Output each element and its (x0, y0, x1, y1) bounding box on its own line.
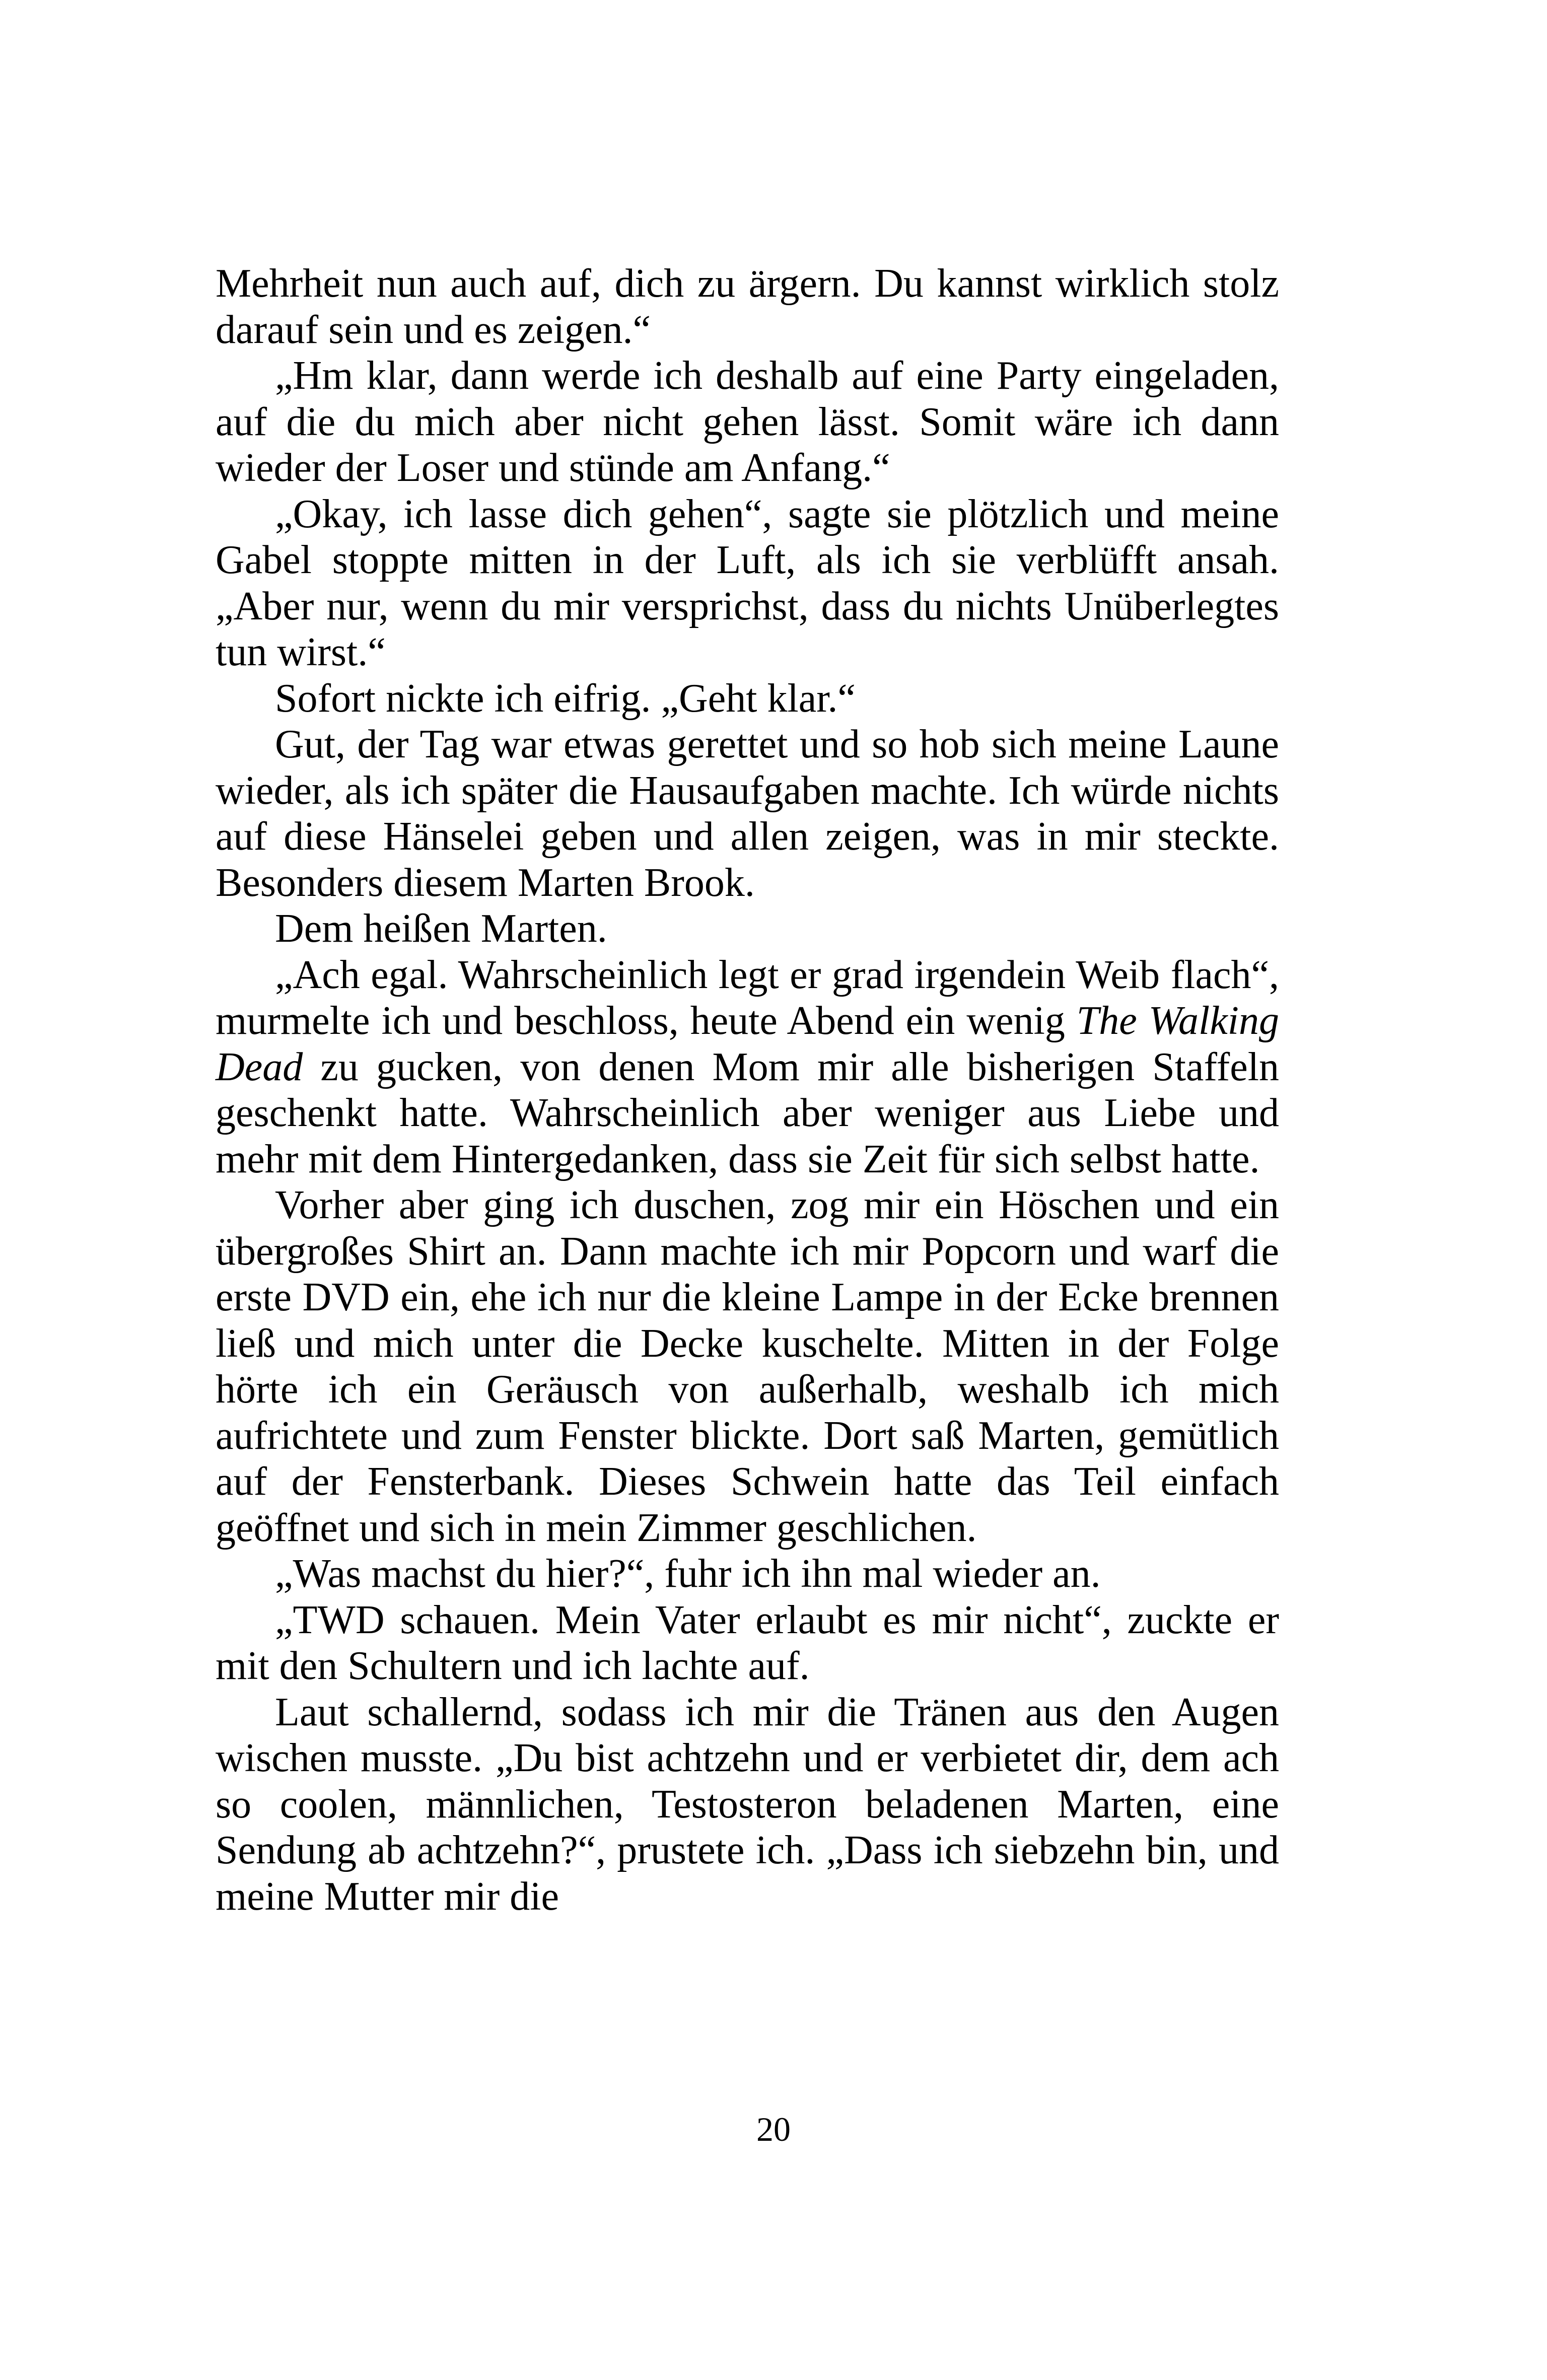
paragraph: „Hm klar, dann werde ich deshalb auf eine Party eingeladen, auf die du mich aber nicht gehen lässt. Somit wäre ich dann wieder der Loser und stünde am Anfang.“ (216, 354, 1279, 490)
paragraph: Vorher aber ging ich duschen, zog mir ein Höschen und ein übergroßes Shirt an. Dann machte ich mir Popcorn und warf die erste DVD ein, ehe ich nur die kleine Lampe in der Ecke brennen ließ und mich unter die Decke kuschelte. Mitten in der Folge hörte ich ein Geräusch von außerhalb, weshalb ich mich aufrichtete und zum Fenster blickte. Dort saß Marten, gemütlich auf der Fensterbank. Dieses Schwein hatte das Teil einfach geöffnet und sich in mein Zimmer geschlichen. (216, 1183, 1279, 1550)
paragraph: Laut schallernd, sodass ich mir die Tränen aus den Augen wischen musste. „Du bist achtzehn und er verbietet dir, dem ach so coolen, männlichen, Testosteron beladenen Marten, eine Sendung ab achtzehn?“, prustete ich. „Dass ich siebzehn bin, und meine Mutter mir die (216, 1690, 1279, 1919)
paragraph: Mehrheit nun auch auf, dich zu ärgern. Du kannst wirklich stolz darauf sein und es zeigen.“ (216, 261, 1279, 352)
paragraph: „TWD schauen. Mein Vater erlaubt es mir nicht“, zuckte er mit den Schultern und ich lachte auf. (216, 1597, 1279, 1688)
paragraph: Dem heißen Marten. (275, 906, 607, 951)
paragraph-text: zu gucken, von denen Mom mir alle bisherigen Staffeln geschenkt hatte. Wahrscheinlich aber weniger aus Liebe und mehr mit dem Hintergedanken, dass sie Zeit für sich selbst hatte. (216, 1044, 1279, 1181)
paragraph: „Was machst du hier?“, fuhr ich ihn mal wieder an. (275, 1552, 1101, 1596)
body-text (216, 261, 1279, 1920)
paragraph-with-title (216, 952, 1279, 1183)
paragraph: „Okay, ich lasse dich gehen“, sagte sie plötzlich und meine Gabel stoppte mitten in der Luft, als ich sie verblüfft ansah. „Aber nur, wenn du mir versprichst, dass du nichts Unüberlegtes tun wirst.“ (216, 492, 1279, 674)
page-number: 20 (756, 2110, 791, 2148)
paragraph: Gut, der Tag war etwas gerettet und so hob sich meine Laune wieder, als ich später die Hausaufgaben machte. Ich würde nichts auf diese Hänselei geben und allen zeigen, was in mir steckte. Besonders diesem Marten Brook. (216, 722, 1279, 905)
paragraph: Sofort nickte ich eifrig. „Geht klar.“ (275, 676, 856, 721)
paragraph-text: „Ach egal. Wahrscheinlich legt er grad irgendein Weib flach“, murmelte ich und beschloss, heute Abend ein wenig (216, 952, 1279, 1043)
show-title: The Walking Dead (216, 999, 1279, 1089)
